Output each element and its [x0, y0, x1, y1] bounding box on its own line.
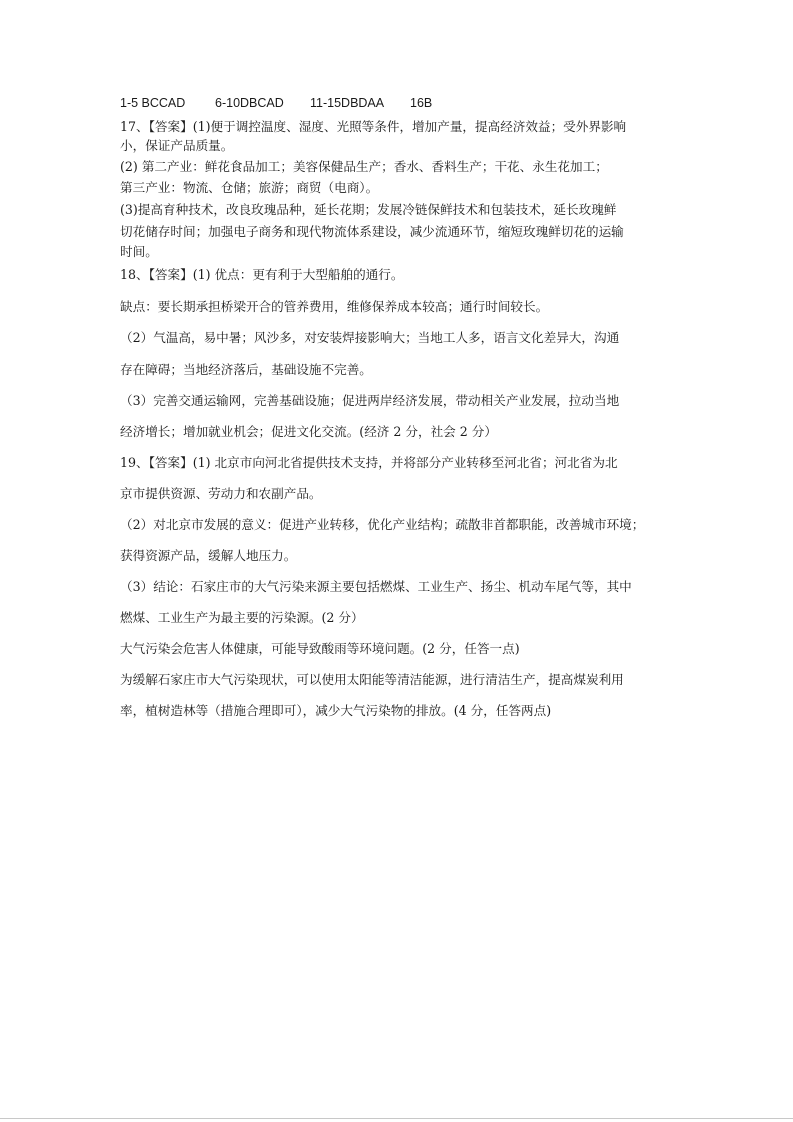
q17-answer-line-7: 时间。 — [120, 244, 158, 259]
q19-answer-line-9: 率，植树造林等（措施合理即可），减少大气污染物的排放。(4 分，任答两点) — [120, 703, 552, 718]
q19-answer-line-6: 燃煤、工业生产为最主要的污染源。(2 分） — [120, 610, 364, 625]
page-bottom-divider — [0, 1118, 793, 1119]
q19-answer-line-8: 为缓解石家庄市大气污染现状，可以使用太阳能等清洁能源，进行清洁生产，提高煤炭利用 — [120, 672, 624, 687]
mc-answers-11-15: 11-15DBDAA — [310, 96, 385, 110]
mc-answers-6-10: 6-10DBCAD — [215, 96, 284, 110]
q18-answer-line-2: 缺点：要长期承担桥梁开合的管养费用，维修保养成本较高；通行时间较长。 — [120, 299, 549, 314]
q18-answer-line-1: 18、【答案】(1) 优点：更有利于大型船舶的通行。 — [120, 267, 404, 282]
q18-answer-line-5: （3）完善交通运输网，完善基础设施；促进两岸经济发展，带动相关产业发展，拉动当地 — [120, 393, 620, 408]
q19-answer-line-7: 大气污染会危害人体健康，可能导致酸雨等环境问题。(2 分，任答一点) — [120, 641, 520, 656]
q17-answer-line-3: (2) 第二产业：鲜花食品加工；美容保健品生产；香水、香料生产；干花、永生花加工； — [120, 159, 608, 174]
q19-answer-line-3: （2）对北京市发展的意义：促进产业转移，优化产业结构；疏散非首都职能，改善城市环境； — [120, 517, 645, 532]
q19-answer-line-4: 获得资源产品，缓解人地压力。 — [120, 548, 297, 563]
q18-answer-line-6: 经济增长；增加就业机会；促进文化交流。(经济 2 分，社会 2 分） — [120, 424, 497, 439]
q17-answer-line-2: 小，保证产品质量。 — [120, 138, 234, 153]
q17-answer-line-6: 切花储存时间；加强电子商务和现代物流体系建设，减少流通环节，缩短玫瑰鲜切花的运输 — [120, 224, 624, 239]
q17-answer-line-4: 第三产业：物流、仓储；旅游；商贸（电商）。 — [120, 180, 379, 195]
q17-answer-line-5: (3)提高育种技术，改良玫瑰品种，延长花期；发展冷链保鲜技术和包装技术，延长玫瑰鲜 — [120, 202, 617, 217]
q18-answer-line-3: （2）气温高，易中暑；风沙多，对安装焊接影响大；当地工人多，语言文化差异大，沟通 — [120, 330, 620, 345]
q19-answer-line-5: （3）结论：石家庄市的大气污染来源主要包括燃煤、工业生产、扬尘、机动车尾气等，其中 — [120, 579, 632, 594]
q19-answer-line-2: 京市提供资源、劳动力和农副产品。 — [120, 486, 322, 501]
q18-answer-line-4: 存在障碍；当地经济落后，基础设施不完善。 — [120, 362, 372, 377]
mc-answer-16: 16B — [410, 96, 433, 110]
mc-answers-1-5: 1-5 BCCAD — [120, 96, 186, 110]
q17-answer-line-1: 17、【答案】(1)便于调控温度、湿度、光照等条件，增加产量，提高经济效益；受外界影响 — [120, 119, 627, 134]
q19-answer-line-1: 19、【答案】(1) 北京市向河北省提供技术支持，并将部分产业转移至河北省；河北省为北 — [120, 455, 618, 470]
